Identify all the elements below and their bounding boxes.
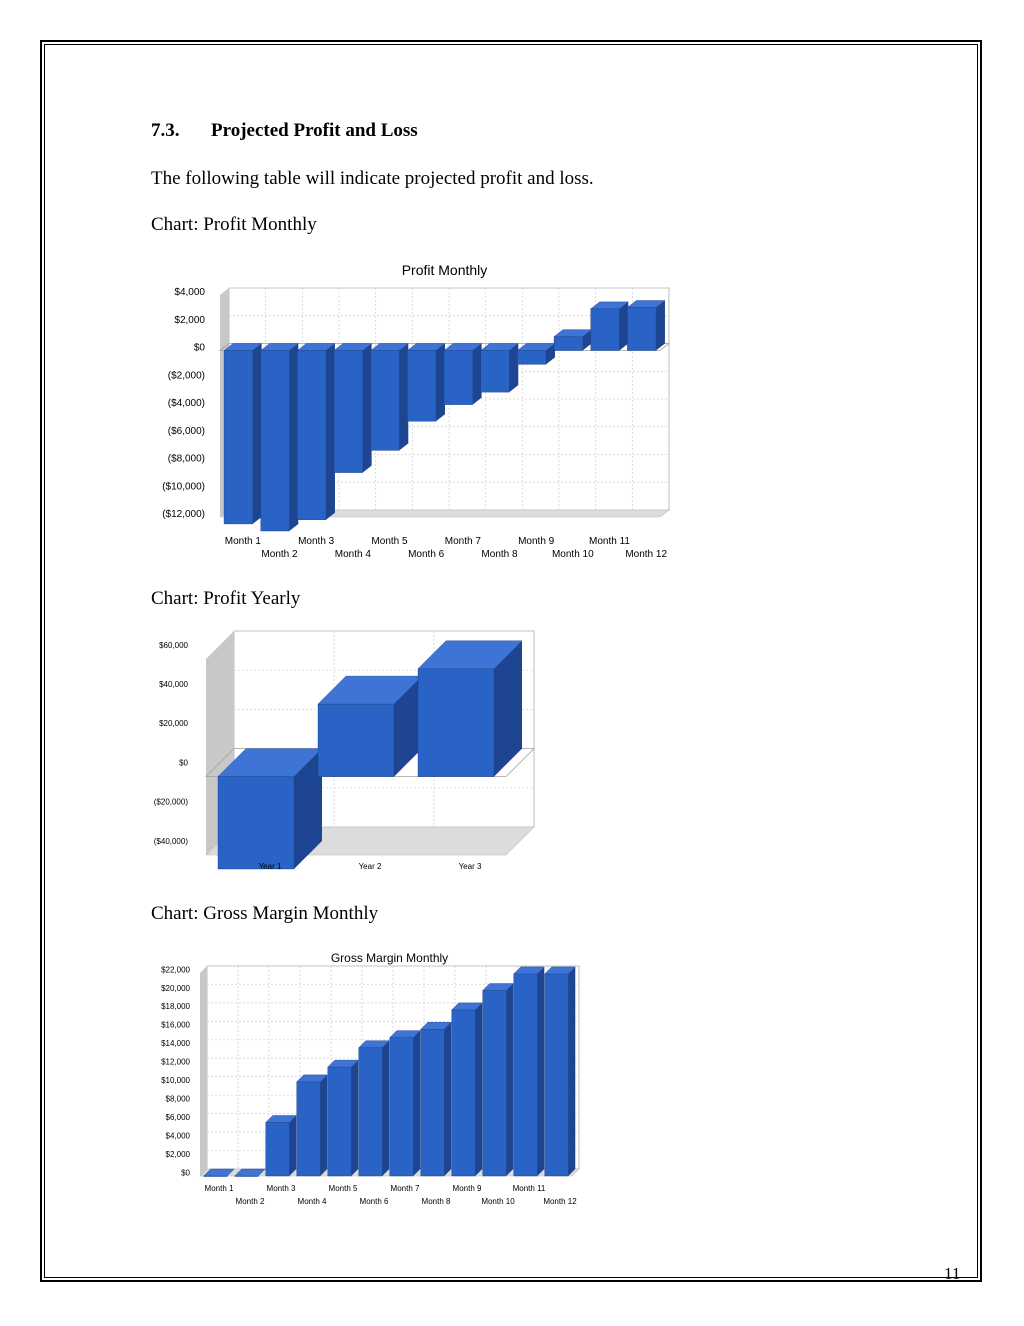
bar <box>421 1029 445 1176</box>
bar <box>297 351 326 520</box>
bar <box>261 351 290 532</box>
bar-side <box>289 344 298 532</box>
x-tick-label: Year 2 <box>358 862 382 871</box>
intro-paragraph: The following table will indicate projected profit and loss. <box>151 168 594 189</box>
bar <box>218 777 294 869</box>
bar-side <box>399 344 408 451</box>
bar-side <box>413 1031 420 1176</box>
bar <box>444 351 473 405</box>
y-tick-label: ($8,000) <box>167 453 205 465</box>
y-tick-label: ($10,000) <box>162 481 205 493</box>
x-tick-label: Month 4 <box>334 549 371 560</box>
bar <box>517 351 546 365</box>
bar-side <box>619 302 628 351</box>
bar <box>297 1082 321 1176</box>
y-tick-label: ($6,000) <box>167 425 205 437</box>
x-tick-label: Month 11 <box>512 1184 546 1193</box>
x-tick-label: Year 1 <box>258 862 282 871</box>
x-tick-label: Month 7 <box>390 1184 420 1193</box>
x-tick-label: Month 3 <box>298 536 335 547</box>
y-tick-label: $2,000 <box>174 314 205 326</box>
section-number: 7.3. <box>151 120 180 141</box>
bar <box>224 351 253 524</box>
y-tick-label: $4,000 <box>165 1131 190 1141</box>
caption-profit-yearly: Chart: Profit Yearly <box>151 588 301 609</box>
y-tick-label: $60,000 <box>159 640 188 650</box>
y-tick-label: ($2,000) <box>167 370 205 382</box>
bar-side <box>436 344 445 422</box>
y-tick-label: $4,000 <box>174 287 205 298</box>
bar-side <box>382 1041 389 1176</box>
bar-side <box>351 1060 358 1176</box>
x-tick-label: Month 6 <box>359 1197 389 1206</box>
x-tick-label: Month 11 <box>589 536 630 547</box>
bar <box>418 669 494 777</box>
y-tick-label: $12,000 <box>161 1057 190 1067</box>
gross-margin-monthly-chart <box>150 945 590 1210</box>
y-tick-label: $2,000 <box>165 1149 190 1159</box>
y-tick-label: $20,000 <box>159 719 188 729</box>
bar <box>266 1122 290 1176</box>
x-tick-label: Month 6 <box>408 549 445 560</box>
y-tick-label: $18,000 <box>161 1002 190 1012</box>
x-tick-label: Month 3 <box>266 1184 296 1193</box>
x-tick-label: Month 5 <box>371 536 408 547</box>
x-tick-label: Month 8 <box>481 549 518 560</box>
bar <box>545 974 569 1176</box>
side-wall <box>200 966 207 1176</box>
y-tick-label: $6,000 <box>165 1112 190 1122</box>
bar-side <box>363 344 372 473</box>
bar <box>554 337 583 351</box>
x-tick-label: Month 9 <box>518 536 555 547</box>
bar-side <box>253 344 262 524</box>
caption-gross-margin-monthly: Chart: Gross Margin Monthly <box>151 903 379 924</box>
bar-side <box>656 300 665 350</box>
x-tick-label: Month 12 <box>543 1197 577 1206</box>
bar <box>359 1048 383 1176</box>
x-tick-label: Month 10 <box>481 1197 515 1206</box>
chart-title: Gross Margin Monthly <box>330 951 449 965</box>
bar-side <box>444 1022 451 1176</box>
bar <box>483 991 507 1176</box>
bar <box>481 351 510 393</box>
x-tick-label: Year 3 <box>458 862 482 871</box>
bar <box>328 1067 352 1176</box>
bar <box>627 307 656 350</box>
y-tick-label: ($40,000) <box>153 836 188 846</box>
page-number: 11 <box>944 1264 961 1283</box>
y-tick-label: ($12,000) <box>162 509 205 520</box>
bar-side <box>326 344 335 520</box>
y-tick-label: $22,000 <box>161 965 190 975</box>
y-tick-label: $10,000 <box>161 1076 190 1086</box>
bar-side <box>473 344 482 405</box>
bar-side <box>568 967 575 1176</box>
bar <box>334 351 363 473</box>
bar-side <box>537 967 544 1176</box>
bar <box>318 704 394 777</box>
x-tick-label: Month 5 <box>328 1184 358 1193</box>
y-tick-label: $16,000 <box>161 1020 190 1030</box>
bar-side <box>475 1003 482 1176</box>
bar <box>407 351 436 422</box>
x-tick-label: Month 2 <box>261 549 298 560</box>
y-tick-label: $0 <box>193 342 205 354</box>
section-title: Projected Profit and Loss <box>211 120 418 141</box>
bar <box>371 351 400 451</box>
x-tick-label: Month 1 <box>204 1184 234 1193</box>
y-tick-label: $8,000 <box>165 1094 190 1104</box>
bar-side <box>506 984 513 1176</box>
bar <box>514 974 538 1176</box>
bar-side <box>509 344 518 393</box>
y-tick-label: $20,000 <box>161 983 190 993</box>
x-tick-label: Month 2 <box>235 1197 265 1206</box>
bar <box>452 1010 476 1176</box>
bar-side <box>289 1115 296 1176</box>
x-tick-label: Month 9 <box>452 1184 482 1193</box>
bar-side <box>320 1075 327 1176</box>
section-heading <box>151 120 418 142</box>
bar <box>591 309 620 351</box>
y-tick-label: $14,000 <box>161 1039 190 1049</box>
profit-yearly-chart <box>150 630 520 875</box>
bar <box>390 1038 414 1176</box>
x-tick-label: Month 7 <box>444 536 481 547</box>
y-tick-label: ($20,000) <box>153 797 188 807</box>
y-tick-label: ($4,000) <box>167 398 205 409</box>
x-tick-label: Month 10 <box>551 549 594 560</box>
caption-profit-monthly: Chart: Profit Monthly <box>151 214 317 235</box>
y-tick-label: $0 <box>179 758 188 768</box>
x-tick-label: Month 4 <box>297 1197 327 1206</box>
x-tick-label: Month 8 <box>421 1197 451 1206</box>
chart-title: Profit Monthly <box>401 262 488 278</box>
profit-monthly-chart <box>150 255 670 565</box>
x-tick-label: Month 12 <box>625 549 668 560</box>
x-tick-label: Month 1 <box>224 536 261 547</box>
y-tick-label: $0 <box>181 1168 190 1178</box>
y-tick-label: $40,000 <box>159 680 188 689</box>
